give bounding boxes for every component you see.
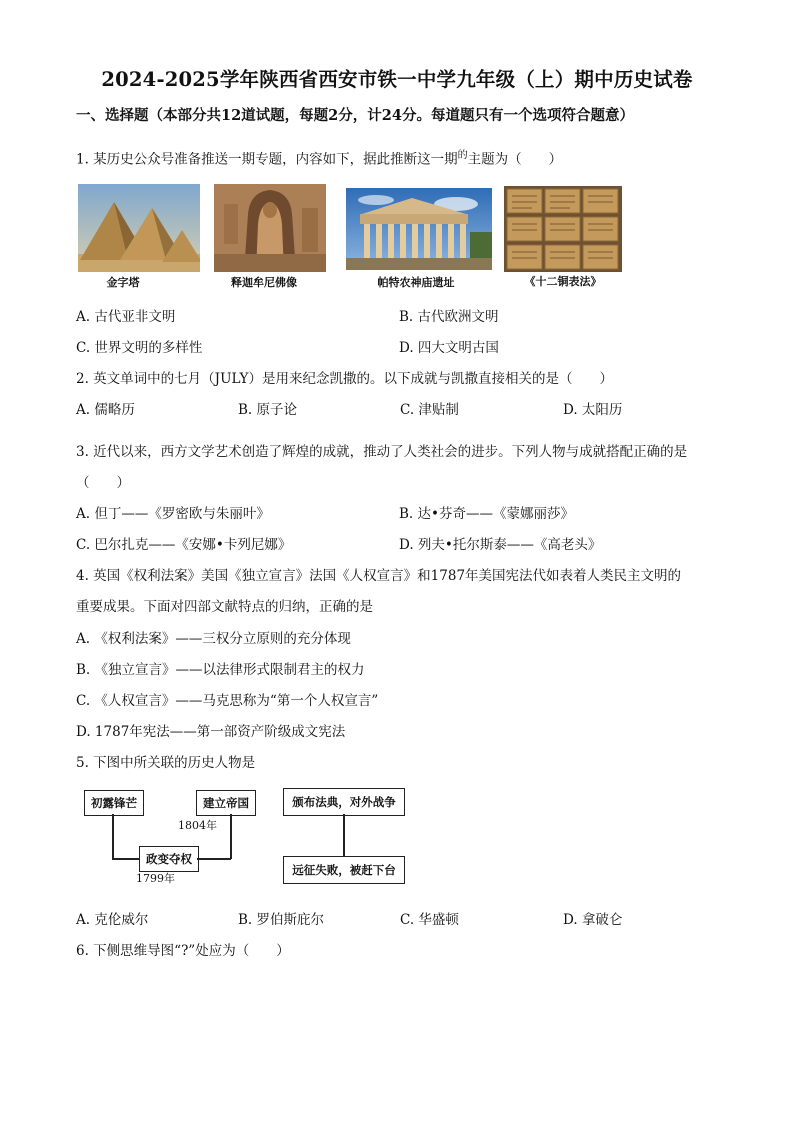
q5-option-b[interactable]: B. 罗伯斯庇尔 — [238, 912, 325, 928]
diagram-box-coup: 政变夺权 — [139, 846, 199, 872]
image-caption-1: 金字塔 — [106, 276, 140, 289]
diagram-box-defeat: 远征失败，被赶下台 — [283, 856, 405, 884]
question-2-text: 2. 英文单词中的七月（JULY）是用来纪念凯撒的。以下成就与凯撒直接相关的是（ ） — [76, 371, 613, 387]
question-3-text-cont: （ ） — [76, 475, 130, 491]
question-5-text: 5. 下图中所关联的历史人物是 — [76, 755, 256, 771]
year-label-1799: 1799年 — [136, 872, 175, 885]
q1-option-c[interactable]: C. 世界文明的多样性 — [76, 340, 203, 356]
question-1-text-end: 主题为（ ） — [467, 151, 563, 168]
diagram-connector — [112, 858, 140, 860]
page-title: 2024-2025学年陕西省西安市铁一中学九年级（上）期中历史试卷 — [101, 68, 693, 91]
q4-option-d[interactable]: D. 1787年宪法——第一部资产阶级成文宪法 — [76, 724, 346, 740]
question-3-text: 3. 近代以来，西方文学艺术创造了辉煌的成就，推动了人类社会的进步。下列人物与成就搭配正确的是 — [76, 444, 688, 460]
diagram-connector — [197, 858, 231, 860]
q2-option-b[interactable]: B. 原子论 — [238, 402, 298, 418]
diagram-box-debut: 初露锋芒 — [84, 790, 144, 816]
twelve-tables-image — [504, 186, 622, 272]
question-6-text: 6. 下侧思维导图“?”处应为（ ） — [76, 943, 290, 959]
pyramids-image — [78, 184, 200, 272]
q2-option-c[interactable]: C. 津贴制 — [400, 402, 459, 418]
q3-option-c[interactable]: C. 巴尔扎克——《安娜•卡列尼娜》 — [76, 537, 292, 553]
q2-option-d[interactable]: D. 太阳历 — [563, 402, 623, 418]
diagram-connector — [230, 814, 232, 859]
diagram-box-empire: 建立帝国 — [196, 790, 256, 816]
diagram-box-code-war: 颁布法典，对外战争 — [283, 788, 405, 816]
question-1-text: 1. 某历史公众号准备推送一期专题，内容如下，据此推断这一期 — [76, 151, 458, 168]
q1-option-a[interactable]: A. 古代亚非文明 — [76, 309, 176, 325]
diagram-connector — [112, 814, 114, 859]
q1-option-b[interactable]: B. 古代欧洲文明 — [399, 309, 499, 325]
image-caption-4: 《十二铜表法》 — [524, 275, 602, 288]
question-4-text-cont: 重要成果。下面对四部文献特点的归纳，正确的是 — [76, 599, 373, 615]
image-caption-3: 帕特农神庙遗址 — [377, 276, 455, 289]
question-1-small-char: 的 — [457, 150, 468, 161]
q2-option-a[interactable]: A. 儒略历 — [76, 402, 135, 418]
q4-option-c[interactable]: C. 《人权宣言》——马克思称为“第一个人权宣言” — [76, 693, 379, 709]
q4-option-b[interactable]: B. 《独立宣言》——以法律形式限制君主的权力 — [76, 662, 365, 678]
q5-option-d[interactable]: D. 拿破仑 — [563, 912, 623, 928]
section-heading: 一、选择题（本部分共12道试题，每题2分，计24分。每道题只有一个选项符合题意） — [76, 107, 634, 124]
q3-option-d[interactable]: D. 列夫•托尔斯泰——《高老头》 — [399, 537, 602, 553]
parthenon-image — [346, 188, 492, 270]
question-1 — [76, 146, 562, 168]
q5-option-c[interactable]: C. 华盛顿 — [400, 912, 459, 928]
diagram-connector — [343, 814, 345, 856]
q5-option-a[interactable]: A. 克伦威尔 — [76, 912, 149, 928]
question-4-text: 4. 英国《权利法案》美国《独立宣言》法国《人权宣言》和1787年美国宪法代如表着人类民主文明的 — [76, 568, 682, 584]
image-caption-2: 释迦牟尼佛像 — [231, 276, 297, 289]
year-label-1804: 1804年 — [178, 819, 217, 832]
q3-option-a[interactable]: A. 但丁——《罗密欧与朱丽叶》 — [76, 506, 270, 522]
buddha-statue-image — [214, 184, 326, 272]
q3-option-b[interactable]: B. 达•芬奇——《蒙娜丽莎》 — [399, 506, 574, 522]
q1-option-d[interactable]: D. 四大文明古国 — [399, 340, 499, 356]
q4-option-a[interactable]: A. 《权利法案》——三权分立原则的充分体现 — [76, 631, 351, 647]
